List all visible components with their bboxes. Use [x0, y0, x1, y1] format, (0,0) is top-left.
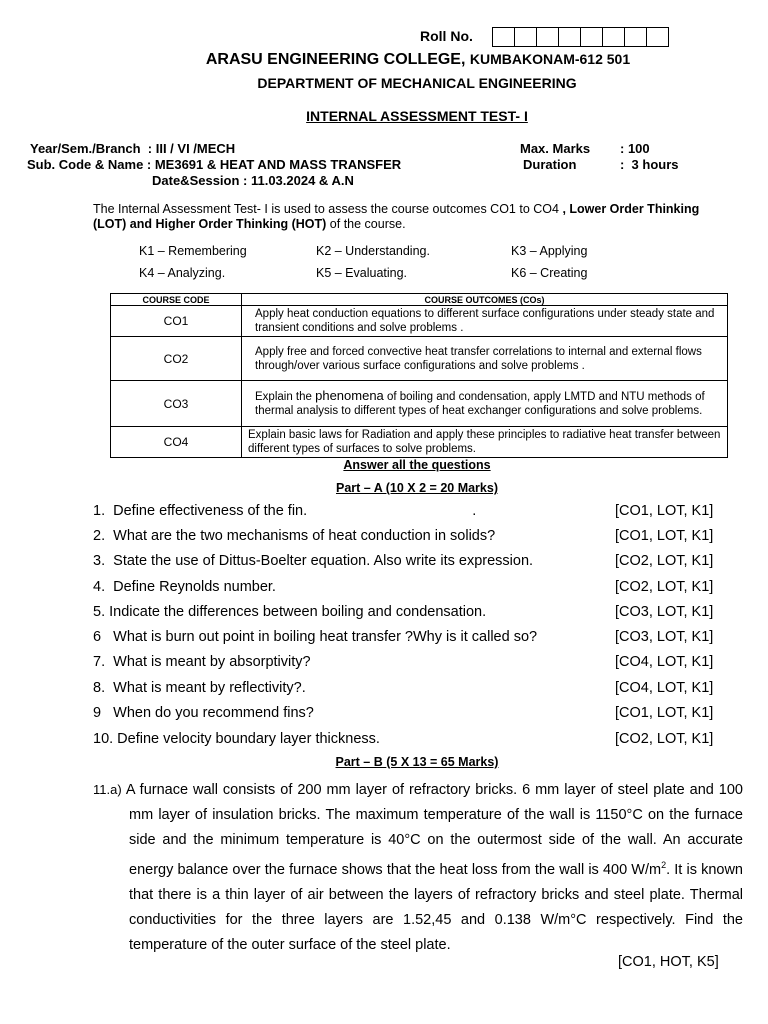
- question-8: 8. What is meant by reflectivity?.: [93, 680, 306, 696]
- question-9-tag: [CO1, LOT, K1]: [615, 705, 714, 721]
- table-row: [111, 337, 728, 381]
- roll-number-label: Roll No.: [420, 28, 473, 44]
- roll-digit-box[interactable]: [602, 27, 625, 47]
- part-b-label: Part – B: [335, 755, 387, 769]
- subject-code-name: Sub. Code & Name : ME3691 & HEAT AND MASS TRANSFER: [27, 157, 402, 172]
- question-11a: [93, 777, 743, 958]
- max-marks-label: Max. Marks: [520, 141, 591, 156]
- co-description: Apply free and forced convective heat transfer correlations to internal and external flows through/over various surface configurations and solve problems .: [242, 337, 728, 381]
- question-3-tag: [CO2, LOT, K1]: [615, 553, 714, 569]
- course-outcomes-header: COURSE OUTCOMES (COs): [242, 294, 728, 306]
- duration-value: : 3 hours: [620, 157, 679, 172]
- part-b-marks: (5 X 13 = 65 Marks): [386, 755, 499, 769]
- college-location: KUMBAKONAM-612 501: [469, 51, 631, 67]
- question-11a-tag: [CO1, HOT, K5]: [618, 954, 719, 970]
- klevel-k1: K1 – Remembering: [139, 244, 247, 258]
- co-description: Apply heat conduction equations to different surface configurations under steady state and transient conditions and solve problems .: [242, 306, 728, 337]
- question-5: 5. Indicate the differences between boiling and condensation.: [93, 604, 487, 620]
- roll-number-boxes: [493, 27, 669, 47]
- klevel-k6: K6 – Creating: [511, 266, 588, 280]
- question-5-tag: [CO3, LOT, K1]: [615, 604, 714, 620]
- roll-digit-box[interactable]: [514, 27, 537, 47]
- part-b-title: [0, 755, 768, 769]
- roll-digit-box[interactable]: [580, 27, 603, 47]
- table-row: [111, 306, 728, 337]
- roll-digit-box[interactable]: [536, 27, 559, 47]
- intro-text-end: of the course.: [326, 217, 406, 231]
- question-11a-superscript: 2: [661, 860, 667, 871]
- klevel-k5: K5 – Evaluating.: [316, 266, 408, 280]
- question-9: 9 When do you recommend fins?: [93, 705, 314, 721]
- roll-digit-box[interactable]: [624, 27, 647, 47]
- question-1-tag: [CO1, LOT, K1]: [615, 503, 714, 519]
- klevel-k4: K4 – Analyzing.: [139, 266, 226, 280]
- college-heading: [0, 51, 768, 69]
- duration-label: Duration: [523, 157, 577, 172]
- co-desc-phenomena: phenomena: [315, 388, 384, 403]
- klevel-k3: K3 – Applying: [511, 244, 588, 258]
- question-6: 6 What is burn out point in boiling heat transfer ?Why is it called so?: [93, 629, 538, 645]
- course-outcomes-table: [110, 293, 728, 458]
- co-code: CO4: [111, 427, 242, 458]
- table-header-row: [111, 294, 728, 306]
- co-code: CO1: [111, 306, 242, 337]
- question-6-tag: [CO3, LOT, K1]: [615, 629, 714, 645]
- co-desc-part: Explain the: [255, 391, 316, 403]
- max-marks-value: : 100: [620, 141, 650, 156]
- roll-digit-box[interactable]: [558, 27, 581, 47]
- co-code: CO2: [111, 337, 242, 381]
- co-description: [242, 381, 728, 427]
- intro-thinking-levels: , Lower Order Thinking (LOT) and Higher Order Thinking (HOT): [93, 202, 700, 231]
- question-11a-text: A furnace wall consists of 200 mm layer of refractory bricks. 6 mm layer of steel plate and 100 mm layer of insulation bricks. The maximum temperature of the wall is 1150°C on the furnace side and the minimum temperature is 40°C on the outermost side of the wall. An accurate energy balance over the furnace shows that the heat loss from the wall is 400 W/m: [121, 782, 743, 879]
- co-code: CO3: [111, 381, 242, 427]
- roll-digit-box[interactable]: [492, 27, 515, 47]
- department-name: DEPARTMENT OF MECHANICAL ENGINEERING: [257, 75, 577, 91]
- roll-digit-box[interactable]: [646, 27, 669, 47]
- question-2: 2. What are the two mechanisms of heat conduction in solids?: [93, 528, 496, 544]
- intro-text: The Internal Assessment Test- I is used to assess the course outcomes CO1 to CO4: [93, 202, 559, 216]
- question-7: 7. What is meant by absorptivity?: [93, 654, 311, 670]
- question-3: 3. State the use of Dittus-Boelter equation. Also write its expression.: [93, 553, 534, 569]
- table-row: [111, 381, 728, 427]
- question-4-tag: [CO2, LOT, K1]: [615, 579, 714, 595]
- question-11a-text-cont: . It is known that there is a thin layer of air between the layers of refractory bricks and steel plate. Thermal conductivities for the three layers are 1.52,45 and 0.138 W/m°C respectively. Find the temperature of the outer surface of the steel plate.: [129, 862, 743, 954]
- klevel-k2: K2 – Understanding.: [316, 244, 430, 258]
- test-title: INTERNAL ASSESSMENT TEST- I: [306, 108, 528, 124]
- question-10-tag: [CO2, LOT, K1]: [615, 731, 714, 747]
- question-10: 10. Define velocity boundary layer thickness.: [93, 731, 380, 747]
- question-1: 1. Define effectiveness of the fin. .: [93, 503, 477, 519]
- answer-all-instruction: Answer all the questions: [343, 458, 491, 472]
- question-2-tag: [CO1, LOT, K1]: [615, 528, 714, 544]
- question-4: 4. Define Reynolds number.: [93, 579, 276, 595]
- college-name: ARASU ENGINEERING COLLEGE,: [205, 51, 466, 68]
- course-code-header: COURSE CODE: [111, 294, 242, 306]
- question-7-tag: [CO4, LOT, K1]: [615, 654, 714, 670]
- table-row: [111, 427, 728, 458]
- question-11a-number: 11.a): [93, 782, 122, 797]
- intro-paragraph: [93, 202, 733, 232]
- co-description: Explain basic laws for Radiation and apply these principles to radiative heat transfer between different types of surfaces to solve problems.: [242, 427, 728, 458]
- question-8-tag: [CO4, LOT, K1]: [615, 680, 714, 696]
- co-desc-part: of boiling and condensation, apply LMTD and NTU methods of thermal analysis to different types of heat exchanger configurations and solve problems.: [255, 391, 705, 417]
- date-session: Date&Session : 11.03.2024 & A.N: [152, 173, 354, 188]
- year-sem-branch: Year/Sem./Branch : III / VI /MECH: [30, 141, 236, 156]
- part-a-title: Part – A (10 X 2 = 20 Marks): [335, 481, 498, 495]
